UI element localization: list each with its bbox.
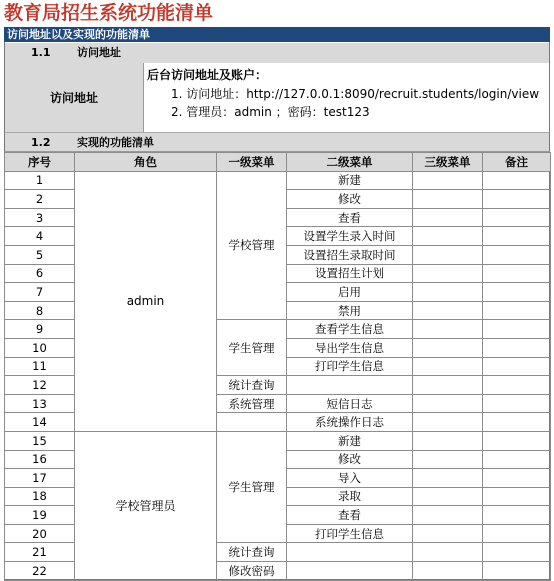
row-number: 11	[5, 357, 75, 376]
menu3-cell	[413, 227, 483, 246]
menu3-cell	[413, 171, 483, 190]
menu2-cell: 查看学生信息	[287, 320, 413, 339]
access-address-label: 访问地址	[4, 63, 144, 133]
menu2-cell: 修改	[287, 190, 413, 209]
row-number: 21	[5, 543, 75, 562]
notes-cell	[483, 301, 551, 320]
feature-table	[4, 152, 551, 581]
menu1-cell: 统计查询	[217, 376, 287, 395]
role-cell: admin	[75, 171, 217, 431]
section-header: 访问地址以及实现的功能清单	[4, 27, 550, 42]
menu2-cell: 导出学生信息	[287, 338, 413, 357]
menu2-cell: 新建	[287, 171, 413, 190]
menu3-cell	[413, 264, 483, 283]
menu3-cell	[413, 357, 483, 376]
notes-cell	[483, 487, 551, 506]
notes-cell	[483, 469, 551, 488]
menu1-cell: 修改密码	[217, 562, 287, 581]
row-number: 22	[5, 562, 75, 581]
menu2-cell: 查看	[287, 506, 413, 525]
menu3-cell	[413, 506, 483, 525]
access-section-band	[4, 43, 550, 63]
notes-cell	[483, 543, 551, 562]
notes-cell	[483, 376, 551, 395]
row-number: 12	[5, 376, 75, 395]
menu2-cell	[287, 543, 413, 562]
menu3-cell	[413, 320, 483, 339]
row-number: 13	[5, 394, 75, 413]
access-heading: 后台访问地址及账户：	[147, 68, 268, 82]
row-number: 17	[5, 469, 75, 488]
menu3-cell	[413, 469, 483, 488]
row-number: 6	[5, 264, 75, 283]
menu2-cell: 设置招生录取时间	[287, 245, 413, 264]
notes-cell	[483, 264, 551, 283]
menu2-cell: 新建	[287, 431, 413, 450]
row-number: 7	[5, 283, 75, 302]
row-number: 14	[5, 413, 75, 432]
menu1-cell: 学校管理	[217, 171, 287, 320]
access-url-line: 1. 访问地址：http://127.0.0.1:8090/recruit.students/login/view	[171, 87, 540, 101]
notes-cell	[483, 413, 551, 432]
menu3-cell	[413, 394, 483, 413]
row-number: 4	[5, 227, 75, 246]
row-number: 5	[5, 245, 75, 264]
menu2-cell: 查看	[287, 208, 413, 227]
menu3-cell	[413, 208, 483, 227]
row-number: 19	[5, 506, 75, 525]
notes-cell	[483, 562, 551, 581]
table-row	[5, 431, 551, 450]
row-number: 3	[5, 208, 75, 227]
menu2-cell: 系统操作日志	[287, 413, 413, 432]
features-section-label: 实现的功能清单	[77, 136, 154, 149]
access-account-line: 2. 管理员：admin ；密码：test123	[171, 105, 370, 119]
notes-cell	[483, 208, 551, 227]
row-number: 15	[5, 431, 75, 450]
document-title: 教育局招生系统功能清单	[4, 2, 214, 24]
menu3-cell	[413, 562, 483, 581]
menu1-cell: 统计查询	[217, 543, 287, 562]
menu2-cell: 短信日志	[287, 394, 413, 413]
menu3-cell	[413, 543, 483, 562]
column-header-role: 角色	[75, 153, 217, 172]
notes-cell	[483, 320, 551, 339]
menu3-cell	[413, 524, 483, 543]
menu3-cell	[413, 431, 483, 450]
menu3-cell	[413, 190, 483, 209]
menu2-cell: 设置招生计划	[287, 264, 413, 283]
column-header-menu1: 一级菜单	[217, 153, 287, 172]
notes-cell	[483, 450, 551, 469]
menu2-cell: 打印学生信息	[287, 357, 413, 376]
menu2-cell: 录取	[287, 487, 413, 506]
notes-cell	[483, 171, 551, 190]
menu2-cell	[287, 376, 413, 395]
notes-cell	[483, 338, 551, 357]
access-section-number: 1.1	[31, 46, 51, 59]
notes-cell	[483, 227, 551, 246]
menu3-cell	[413, 338, 483, 357]
column-header-menu3: 三级菜单	[413, 153, 483, 172]
menu2-cell: 修改	[287, 450, 413, 469]
menu2-cell: 启用	[287, 283, 413, 302]
notes-cell	[483, 190, 551, 209]
column-header-notes: 备注	[483, 153, 551, 172]
row-number: 10	[5, 338, 75, 357]
features-section-number: 1.2	[31, 136, 51, 149]
menu2-cell: 禁用	[287, 301, 413, 320]
notes-cell	[483, 357, 551, 376]
menu1-cell: 学生管理	[217, 431, 287, 543]
notes-cell	[483, 506, 551, 525]
notes-cell	[483, 524, 551, 543]
table-row	[5, 171, 551, 190]
row-number: 2	[5, 190, 75, 209]
menu3-cell	[413, 487, 483, 506]
row-number: 16	[5, 450, 75, 469]
row-number: 8	[5, 301, 75, 320]
menu3-cell	[413, 301, 483, 320]
menu1-cell	[217, 413, 287, 432]
notes-cell	[483, 394, 551, 413]
notes-cell	[483, 245, 551, 264]
row-number: 9	[5, 320, 75, 339]
menu2-cell: 打印学生信息	[287, 524, 413, 543]
features-section-band	[4, 133, 550, 152]
menu2-cell	[287, 562, 413, 581]
menu3-cell	[413, 245, 483, 264]
role-cell: 学校管理员	[75, 431, 217, 580]
row-number: 18	[5, 487, 75, 506]
column-header-number: 序号	[5, 153, 75, 172]
menu3-cell	[413, 413, 483, 432]
row-number: 20	[5, 524, 75, 543]
access-section-label: 访问地址	[77, 46, 121, 59]
column-header-menu2: 二级菜单	[287, 153, 413, 172]
menu2-cell: 设置学生录入时间	[287, 227, 413, 246]
notes-cell	[483, 283, 551, 302]
row-number: 1	[5, 171, 75, 190]
menu3-cell	[413, 376, 483, 395]
table-header-row	[5, 153, 551, 172]
menu2-cell: 导入	[287, 469, 413, 488]
notes-cell	[483, 431, 551, 450]
menu1-cell: 系统管理	[217, 394, 287, 413]
access-address-content	[144, 63, 550, 133]
menu1-cell: 学生管理	[217, 320, 287, 376]
menu3-cell	[413, 450, 483, 469]
menu3-cell	[413, 283, 483, 302]
